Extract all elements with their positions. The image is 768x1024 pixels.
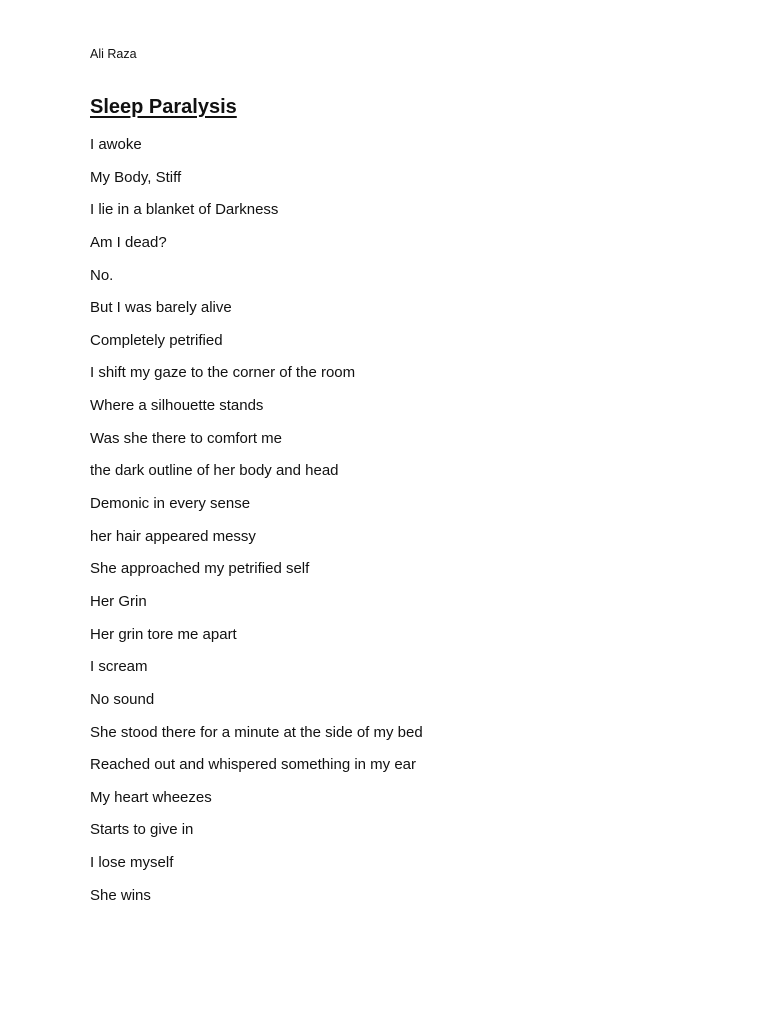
poem-line: the dark outline of her body and head [90, 462, 339, 480]
poem-line: She wins [90, 886, 151, 904]
author-name: Ali Raza [90, 47, 137, 61]
poem-line: No sound [90, 690, 155, 708]
poem-line: I lose myself [90, 854, 174, 872]
poem-line: Where a silhouette stands [90, 397, 264, 415]
poem-line: I shift my gaze to the corner of the room [90, 364, 356, 382]
poem-line: I awoke [90, 136, 142, 153]
poem-line: Completely petrified [90, 331, 223, 349]
poem-line: her hair appeared messy [90, 527, 256, 545]
poem-line: Starts to give in [90, 821, 194, 839]
poem-line: Was she there to comfort me [90, 429, 283, 447]
poem-line: She approached my petrified self [90, 560, 310, 578]
poem-line: My heart wheezes [90, 788, 212, 806]
poem-line: I lie in a blanket of Darkness [90, 201, 279, 219]
poem-line: Am I dead? [90, 233, 167, 251]
poem-line: No. [90, 266, 114, 284]
poem-line: Demonic in every sense [90, 495, 251, 513]
poem-line: Her grin tore me apart [90, 625, 237, 643]
poem-line: I scream [90, 658, 148, 676]
poem-line: Reached out and whispered something in my ear [90, 756, 417, 774]
poem-line: My Body, Stiff [90, 168, 182, 186]
poem-line: She stood there for a minute at the side of my bed [90, 723, 423, 741]
poem-line: Her Grin [90, 592, 147, 610]
poem-body [90, 135, 423, 918]
poem-line: But I was barely alive [90, 299, 232, 317]
poem-title: Sleep Paralysis [90, 96, 237, 118]
